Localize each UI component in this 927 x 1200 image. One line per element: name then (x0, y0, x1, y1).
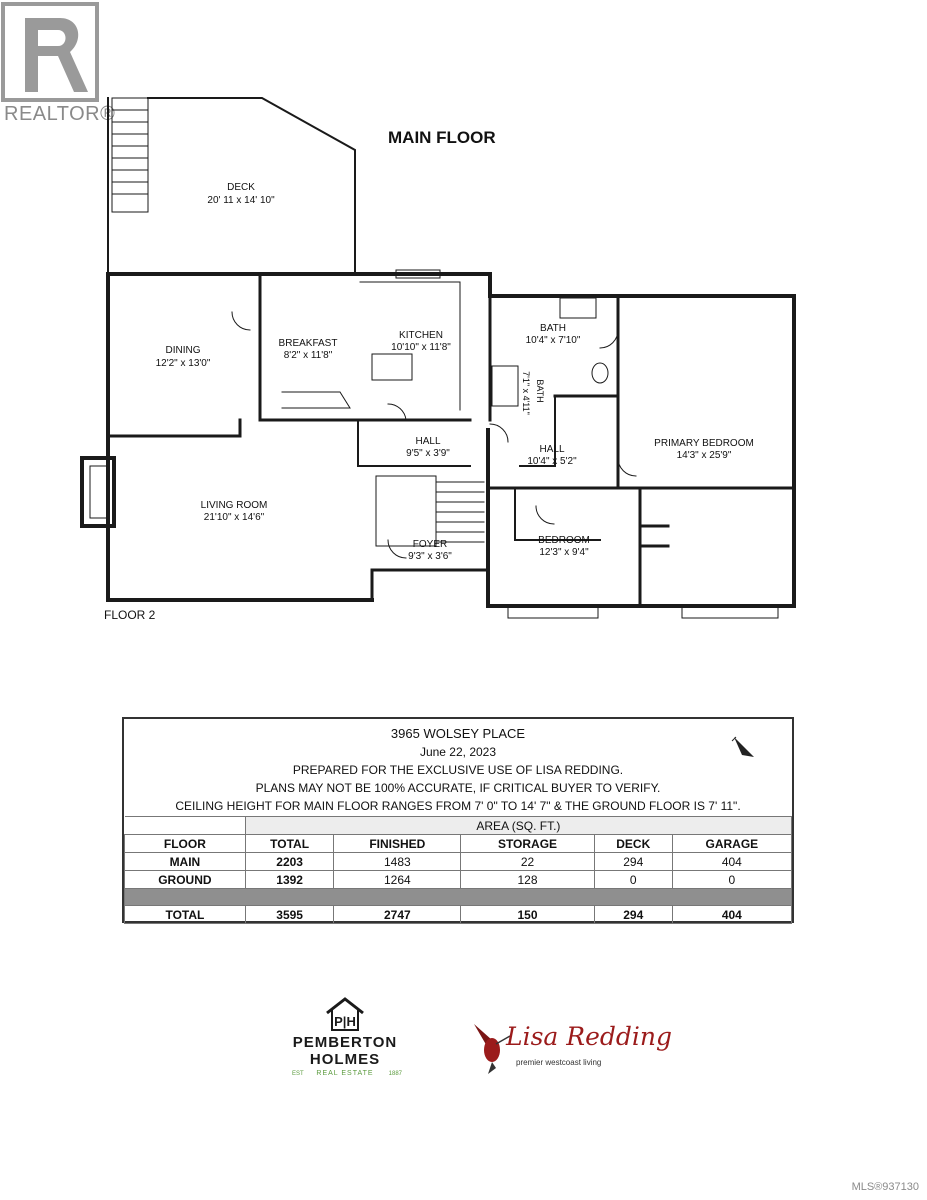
room-dims-foyer: 9'3" x 3'6" (408, 551, 452, 562)
room-dims-deck: 20' 11 x 14' 10" (207, 195, 275, 206)
column-header: GARAGE (672, 835, 791, 853)
est-year: 1887 (388, 1071, 402, 1077)
est-label: EST (292, 1071, 304, 1077)
room-name-bath-small: BATH (535, 379, 545, 403)
holmes-text: HOLMES (309, 1051, 381, 1068)
room-name-living-room: LIVING ROOM (200, 500, 268, 511)
table-cell: 2747 (334, 906, 461, 924)
lisa-redding-name: Lisa Redding (506, 1022, 673, 1051)
pemberton-holmes-logo (278, 996, 412, 1082)
table-cell: 1264 (334, 871, 461, 889)
table-cell: 1483 (334, 853, 461, 871)
pemberton-text: PEMBERTON (292, 1034, 398, 1051)
column-header: TOTAL (245, 835, 334, 853)
room-dims-bath-small: 7'1" x 4'11" (521, 371, 531, 415)
room-dims-bath: 10'4" x 7'10" (525, 335, 581, 346)
table-cell: 22 (461, 853, 595, 871)
table-cell: 404 (672, 853, 791, 871)
table-spacer-row (125, 889, 792, 906)
column-header: FLOOR (125, 835, 246, 853)
table-cell: 0 (672, 871, 791, 889)
column-header: FINISHED (334, 835, 461, 853)
table-cell: TOTAL (125, 906, 246, 924)
room-dims-breakfast: 8'2" x 11'8" (283, 350, 333, 361)
table-row (125, 871, 792, 889)
prepared-note: PREPARED FOR THE EXCLUSIVE USE OF LISA REDDING. (292, 763, 624, 777)
table-cell: MAIN (125, 853, 246, 871)
logo-mark: P|H (334, 1014, 356, 1029)
mls-number: MLS®937130 (851, 1181, 919, 1193)
room-name-primary-bedroom: PRIMARY BEDROOM (654, 438, 754, 449)
table-cell: 294 (594, 906, 672, 924)
room-dims-dining: 12'2" x 13'0" (155, 358, 211, 369)
room-dims-bedroom: 12'3" x 9'4" (539, 547, 589, 558)
room-name-breakfast: BREAKFAST (278, 338, 338, 349)
house-icon (324, 996, 366, 1032)
table-cell: 2203 (245, 853, 334, 871)
area-table (124, 816, 792, 924)
floor-plan-title: MAIN FLOOR (388, 128, 496, 147)
lisa-redding-tagline: premier westcoast living (516, 1058, 602, 1067)
room-name-bedroom: BEDROOM (538, 535, 590, 546)
room-name-hall: HALL (415, 436, 441, 447)
area-header: AREA (SQ. FT.) (245, 817, 791, 835)
plan-date: June 22, 2023 (419, 745, 497, 759)
room-dims-kitchen: 10'10" x 11'8" (391, 342, 451, 353)
room-dims-living-room: 21'10" x 14'6" (203, 512, 265, 523)
table-cell: 150 (461, 906, 595, 924)
column-header: STORAGE (461, 835, 595, 853)
table-cell: 3595 (245, 906, 334, 924)
real-estate-tag: REAL ESTATE (316, 1070, 374, 1077)
table-cell: 0 (594, 871, 672, 889)
room-name-hall-2: HALL (539, 444, 565, 455)
floor-label: FLOOR 2 (104, 608, 156, 622)
table-cell: 128 (461, 871, 595, 889)
column-header: DECK (594, 835, 672, 853)
room-dims-hall: 9'5" x 3'9" (406, 448, 450, 459)
table-header-row (125, 835, 792, 853)
table-total-row (125, 906, 792, 924)
plan-info-box (122, 717, 794, 923)
room-name-deck: DECK (227, 182, 255, 193)
lisa-redding-logo (470, 1018, 673, 1078)
room-name-kitchen: KITCHEN (399, 330, 443, 341)
room-name-dining: DINING (165, 345, 201, 356)
room-name-foyer: FOYER (412, 539, 448, 550)
table-cell: 294 (594, 853, 672, 871)
room-name-bath: BATH (540, 323, 566, 334)
address: 3965 WOLSEY PLACE (390, 726, 526, 741)
room-dims-hall-2: 10'4" x 5'2" (527, 456, 577, 467)
table-cell: 1392 (245, 871, 334, 889)
north-arrow-icon (728, 731, 758, 761)
ceiling-height-note: CEILING HEIGHT FOR MAIN FLOOR RANGES FROM 7' 0" TO 14' 7" & THE GROUND FLOOR IS 7' 11". (175, 799, 741, 813)
room-dims-primary-bedroom: 14'3" x 25'9" (676, 450, 732, 461)
realtor-watermark-text: REALTOR® (4, 103, 116, 125)
accuracy-disclaimer: PLANS MAY NOT BE 100% ACCURATE, IF CRITICAL BUYER TO VERIFY. (255, 781, 661, 795)
table-cell: GROUND (125, 871, 246, 889)
table-cell: 404 (672, 906, 791, 924)
table-row (125, 853, 792, 871)
